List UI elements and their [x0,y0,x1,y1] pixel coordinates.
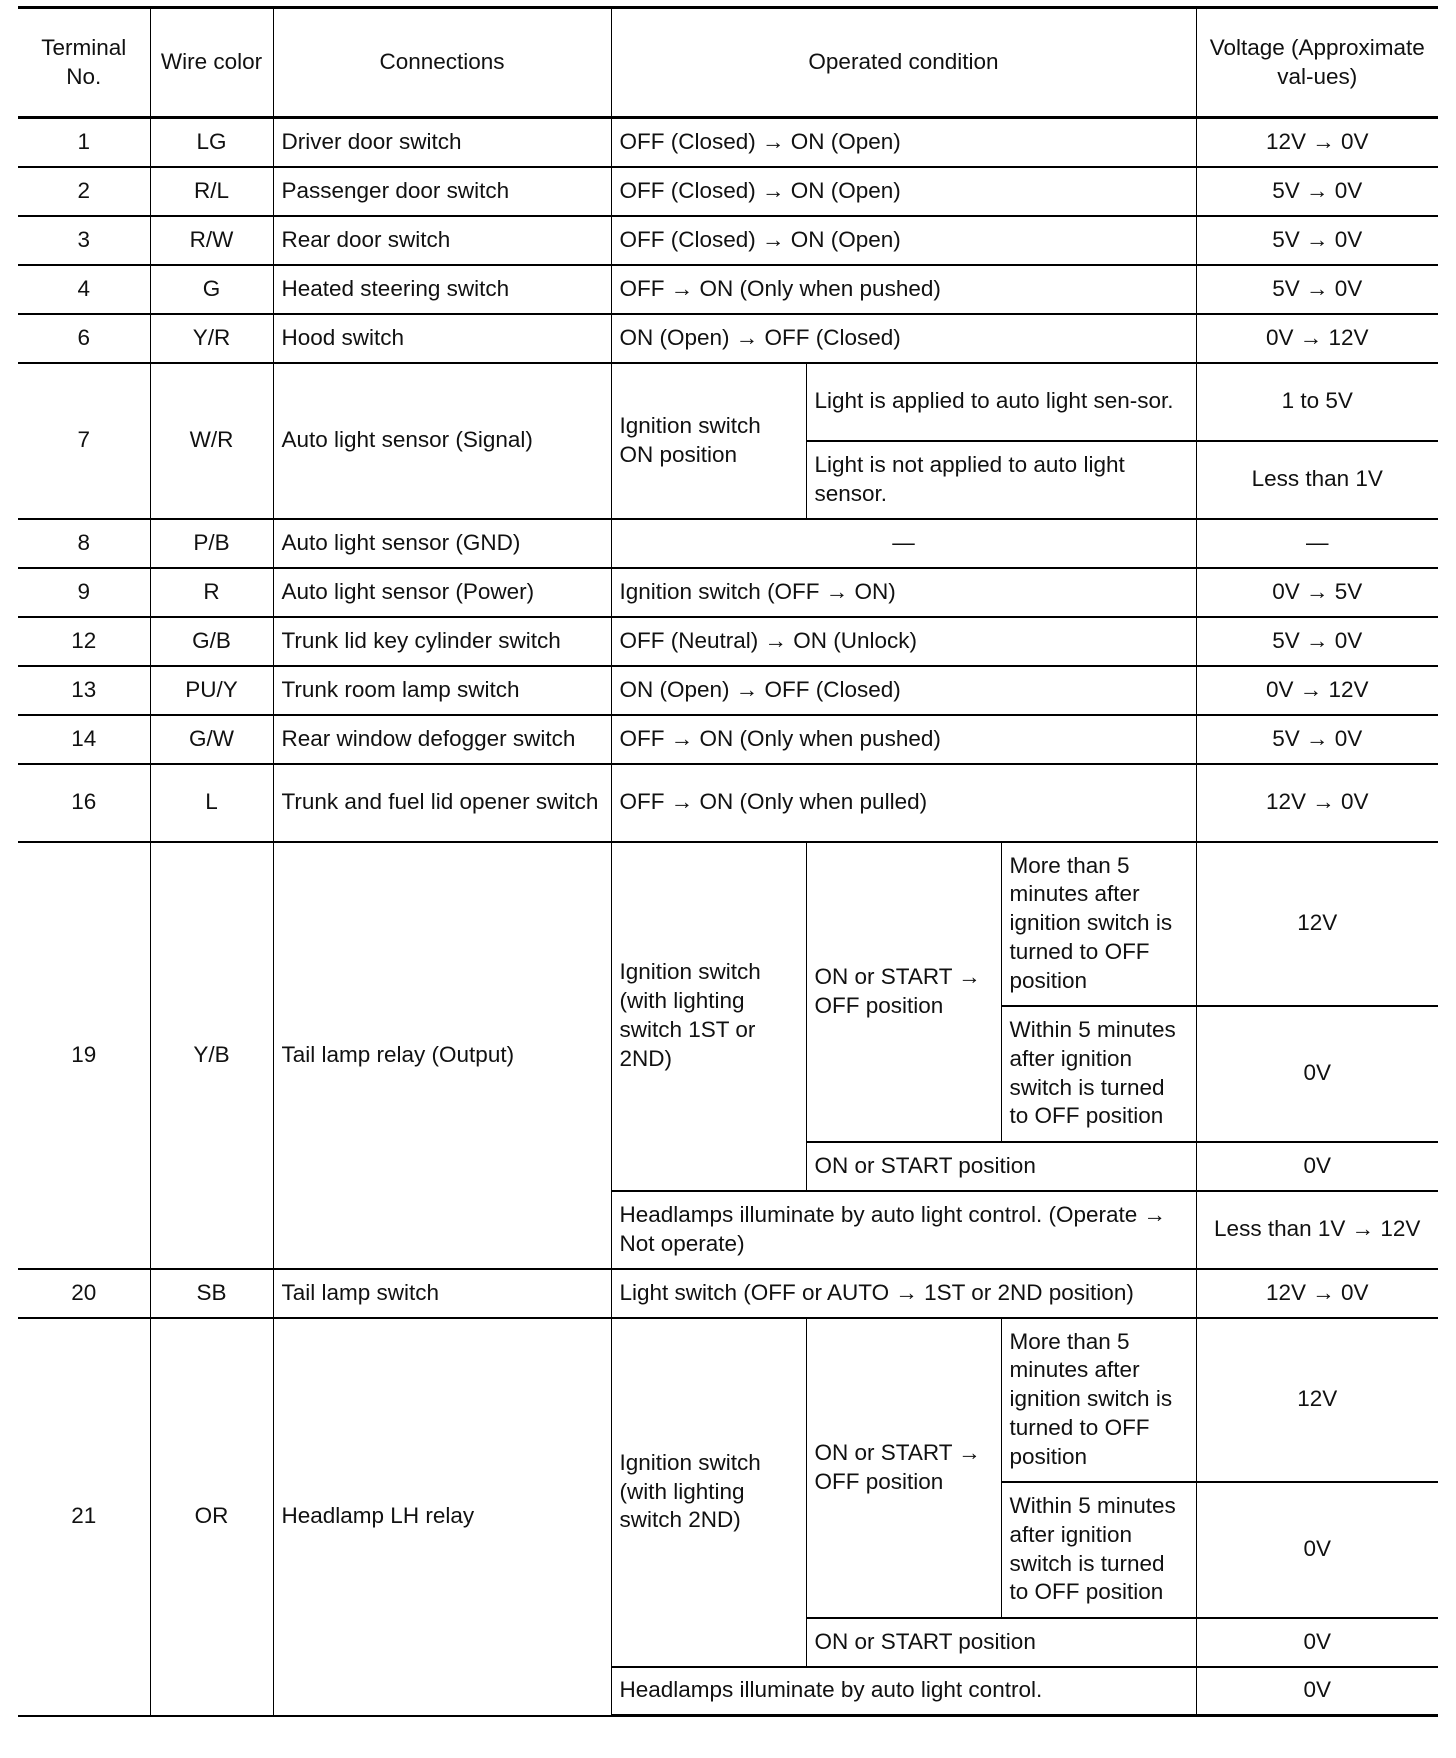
terminal-cell: 2 [18,167,150,216]
wire-cell: PU/Y [150,666,273,715]
wire-cell: L [150,764,273,842]
voltage-cell: Less than 1V → 12V [1196,1191,1438,1269]
voltage-cell: 12V [1196,842,1438,1006]
table-row [18,167,1438,216]
connection-cell: Hood switch [273,314,611,363]
voltage-cell: 5V → 0V [1196,216,1438,265]
subcondition-cell: More than 5 minutes after ignition switch is turned to OFF position [1001,842,1196,1006]
terminal-cell: 14 [18,715,150,764]
voltage-cell: 5V → 0V [1196,617,1438,666]
subcondition-cell: ON or START position [806,1142,1196,1191]
condition-cell: OFF (Closed) → ON (Open) [611,118,1196,167]
voltage-cell: 5V → 0V [1196,715,1438,764]
header-row [18,8,1438,118]
connection-cell: Tail lamp relay (Output) [273,842,611,1269]
voltage-cell: 1 to 5V [1196,363,1438,441]
wire-cell: LG [150,118,273,167]
condition-cell: ON (Open) → OFF (Closed) [611,666,1196,715]
table-row [18,314,1438,363]
wire-cell: G/B [150,617,273,666]
connection-cell: Auto light sensor (Signal) [273,363,611,519]
connection-cell: Rear door switch [273,216,611,265]
wire-cell: Y/R [150,314,273,363]
terminal-cell: 4 [18,265,150,314]
condition-cell: ON (Open) → OFF (Closed) [611,314,1196,363]
table-row [18,1318,1438,1482]
voltage-cell: 0V → 12V [1196,314,1438,363]
condition-cell: Light switch (OFF or AUTO → 1ST or 2ND position) [611,1269,1196,1318]
subcondition-cell: Light is applied to auto light sen-sor. [806,363,1196,441]
voltage-cell: 5V → 0V [1196,167,1438,216]
table-row [18,265,1438,314]
connection-cell: Trunk and fuel lid opener switch [273,764,611,842]
header-voltage: Voltage (Approximate val-ues) [1196,8,1438,118]
voltage-cell: 5V → 0V [1196,265,1438,314]
connection-cell: Headlamp LH relay [273,1318,611,1716]
wire-cell: R/L [150,167,273,216]
connection-cell: Auto light sensor (GND) [273,519,611,568]
voltage-cell: 12V → 0V [1196,1269,1438,1318]
condition-cell: OFF → ON (Only when pushed) [611,715,1196,764]
subcondition-cell: ON or START position [806,1618,1196,1667]
header-operated-condition: Operated condition [611,8,1196,118]
terminal-cell: 6 [18,314,150,363]
connection-cell: Passenger door switch [273,167,611,216]
condition-cell: OFF (Neutral) → ON (Unlock) [611,617,1196,666]
table-row [18,715,1438,764]
terminal-cell: 13 [18,666,150,715]
wire-cell: Y/B [150,842,273,1269]
condition-cell: Ignition switch (with lighting switch 1ST or 2ND) [611,842,806,1191]
voltage-cell: 0V [1196,1482,1438,1618]
voltage-cell: 12V [1196,1318,1438,1482]
condition-cell: — [611,519,1196,568]
subcondition-cell: Within 5 minutes after ignition switch is turned to OFF position [1001,1006,1196,1142]
condition-cell: Ignition switch (with lighting switch 2ND) [611,1318,806,1667]
condition-cell: OFF → ON (Only when pushed) [611,265,1196,314]
terminal-cell: 19 [18,842,150,1269]
wire-cell: G [150,265,273,314]
voltage-cell: 0V [1196,1006,1438,1142]
connection-cell: Heated steering switch [273,265,611,314]
wire-cell: R/W [150,216,273,265]
table-row [18,617,1438,666]
condition-cell: OFF (Closed) → ON (Open) [611,216,1196,265]
condition-cell: Ignition switch ON position [611,363,806,519]
voltage-cell: 0V [1196,1142,1438,1191]
connection-cell: Trunk lid key cylinder switch [273,617,611,666]
terminal-cell: 1 [18,118,150,167]
voltage-cell: 12V → 0V [1196,118,1438,167]
header-wire-color: Wire color [150,8,273,118]
subcondition-cell: Within 5 minutes after ignition switch is turned to OFF position [1001,1482,1196,1618]
page [18,6,1438,1717]
header-connections: Connections [273,8,611,118]
terminal-cell: 8 [18,519,150,568]
connection-cell: Driver door switch [273,118,611,167]
header-terminal: Terminal No. [18,8,150,118]
table-row [18,842,1438,1006]
terminal-cell: 12 [18,617,150,666]
terminal-cell: 21 [18,1318,150,1716]
connection-cell: Tail lamp switch [273,1269,611,1318]
voltage-cell: 0V [1196,1618,1438,1667]
voltage-cell: 0V → 12V [1196,666,1438,715]
table-row [18,363,1438,441]
terminal-cell: 20 [18,1269,150,1318]
terminal-cell: 16 [18,764,150,842]
table-row [18,1269,1438,1318]
terminal-table [18,6,1438,1717]
connection-cell: Rear window defogger switch [273,715,611,764]
table-row [18,118,1438,167]
voltage-cell: — [1196,519,1438,568]
subcondition-cell: Light is not applied to auto light sensor. [806,441,1196,519]
terminal-cell: 7 [18,363,150,519]
connection-cell: Trunk room lamp switch [273,666,611,715]
terminal-cell: 3 [18,216,150,265]
voltage-cell: 12V → 0V [1196,764,1438,842]
wire-cell: P/B [150,519,273,568]
condition-cell: Headlamps illuminate by auto light control. (Operate → Not operate) [611,1191,1196,1269]
voltage-cell: 0V [1196,1667,1438,1716]
condition-cell: Headlamps illuminate by auto light control. [611,1667,1196,1716]
table-row [18,666,1438,715]
condition-cell: OFF (Closed) → ON (Open) [611,167,1196,216]
wire-cell: OR [150,1318,273,1716]
subcondition-cell: ON or START → OFF position [806,842,1001,1142]
table-row [18,764,1438,842]
terminal-cell: 9 [18,568,150,617]
subcondition-cell: More than 5 minutes after ignition switch is turned to OFF position [1001,1318,1196,1482]
connection-cell: Auto light sensor (Power) [273,568,611,617]
wire-cell: G/W [150,715,273,764]
subcondition-cell: ON or START → OFF position [806,1318,1001,1618]
table-row [18,519,1438,568]
wire-cell: W/R [150,363,273,519]
table-row [18,216,1438,265]
condition-cell: Ignition switch (OFF → ON) [611,568,1196,617]
wire-cell: R [150,568,273,617]
wire-cell: SB [150,1269,273,1318]
condition-cell: OFF → ON (Only when pulled) [611,764,1196,842]
voltage-cell: Less than 1V [1196,441,1438,519]
table-row [18,568,1438,617]
voltage-cell: 0V → 5V [1196,568,1438,617]
